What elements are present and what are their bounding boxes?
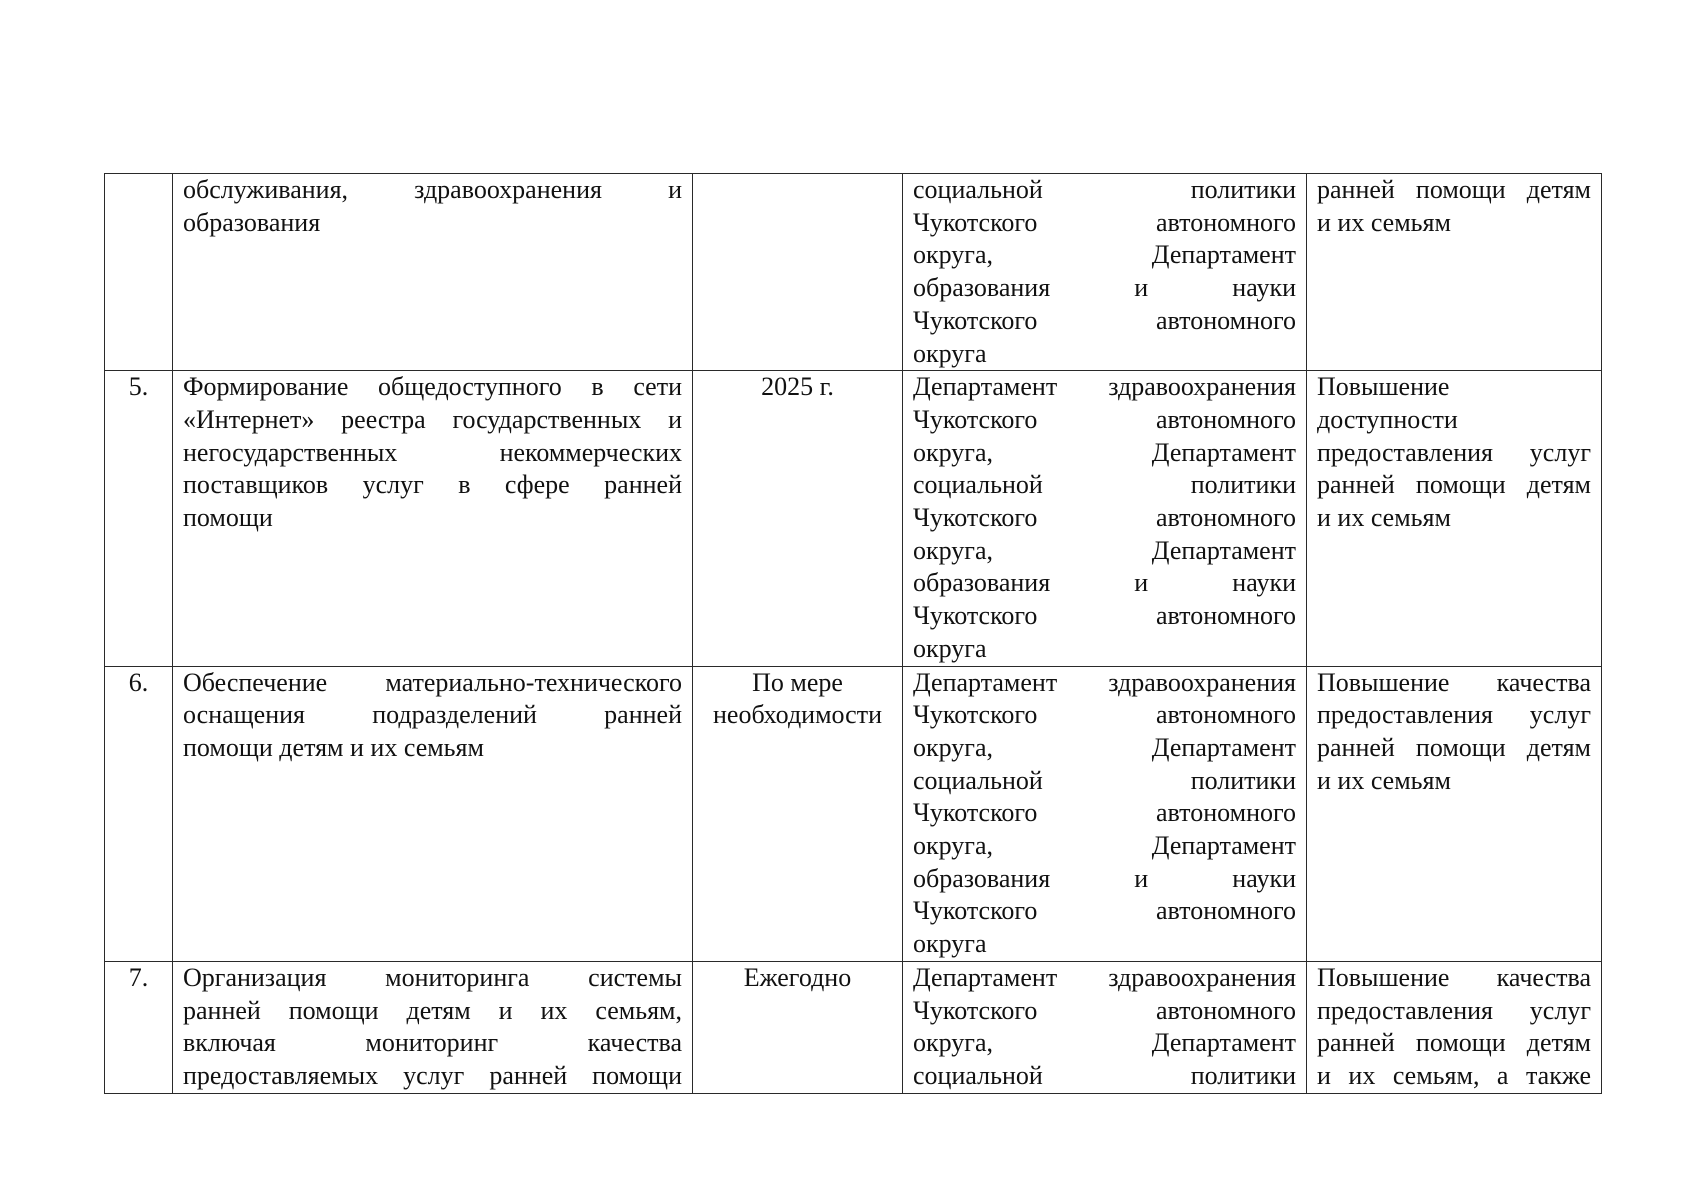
row-number: 6. — [105, 666, 173, 961]
table-row — [105, 961, 1602, 1093]
activity-cell: Организация мониторинга системы ранней помощи детям и их семьям, включая мониторинг качества предоставляемых услуг ранней помощи — [173, 961, 693, 1093]
activity-cell: обслуживания, здравоохранения и образования — [173, 174, 693, 371]
result-cell: ранней помощи детям и их семьям — [1307, 174, 1602, 371]
row-number: 5. — [105, 371, 173, 666]
activities-table — [104, 173, 1602, 1094]
term-cell: По мере необходимости — [693, 666, 903, 961]
result-cell: Повышение качества предоставления услуг ранней помощи детям и их семьям — [1307, 666, 1602, 961]
term-cell: 2025 г. — [693, 371, 903, 666]
responsible-cell: Департамент здравоохранения Чукотского автономного округа, Департамент социальной политики Чукотского автономного округа, Департамент образования и науки Чукотского автономного округа — [903, 666, 1307, 961]
row-number: 7. — [105, 961, 173, 1093]
responsible-cell: социальной политики Чукотского автономного округа, Департамент образования и науки Чукотского автономного округа — [903, 174, 1307, 371]
activity-cell: Обеспечение материально-технического оснащения подразделений ранней помощи детям и их семьям — [173, 666, 693, 961]
table-row — [105, 371, 1602, 666]
responsible-cell: Департамент здравоохранения Чукотского автономного округа, Департамент социальной политики Чукотского автономного округа, Департамент образования и науки Чукотского автономного округа — [903, 371, 1307, 666]
result-cell: Повышение доступности предоставления услуг ранней помощи детям и их семьям — [1307, 371, 1602, 666]
term-cell: Ежегодно — [693, 961, 903, 1093]
row-number — [105, 174, 173, 371]
term-cell — [693, 174, 903, 371]
result-cell: Повышение качества предоставления услуг ранней помощи детям и их семьям, а также — [1307, 961, 1602, 1093]
activity-cell: Формирование общедоступного в сети «Интернет» реестра государственных и негосударственных некоммерческих поставщиков услуг в сфере ранней помощи — [173, 371, 693, 666]
responsible-cell: Департамент здравоохранения Чукотского автономного округа, Департамент социальной политики — [903, 961, 1307, 1093]
table-row — [105, 174, 1602, 371]
table-row — [105, 666, 1602, 961]
